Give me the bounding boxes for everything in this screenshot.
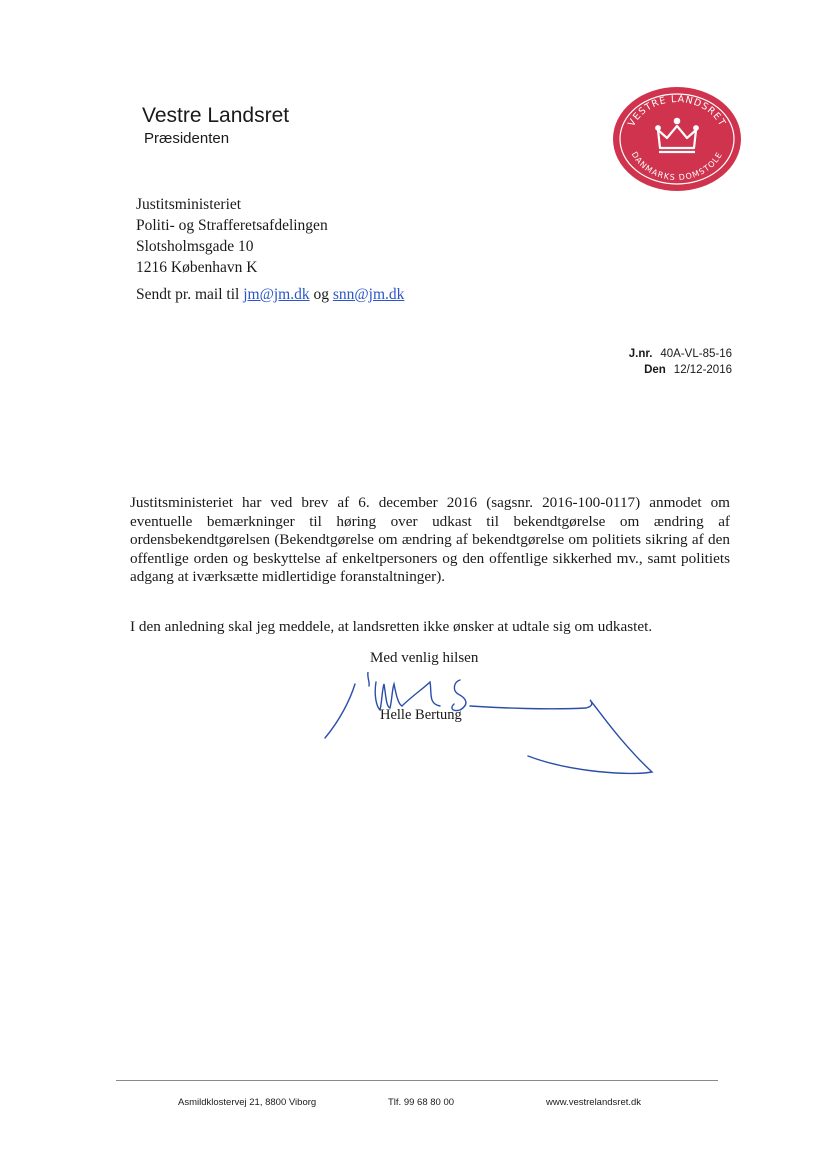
recipient-address	[136, 194, 328, 278]
signatory-name: Helle Bertung	[380, 707, 462, 723]
footer-phone: Tlf. 99 68 80 00	[388, 1097, 455, 1108]
footer-address: Asmildklostervej 21, 8800 Viborg	[178, 1097, 317, 1108]
body-paragraph-1: Justitsministeriet har ved brev af 6. december 2016 (sagsnr. 2016-100-0117) anmodet om eventuelle bemærkninger til høring over udkast til bekendtgørelse om ændring af ordensbekendtgørelsen (Bekendtgørelse om ændring af bekendtgørelse om politiets sikring af den offentlige orden og beskyttelse af enkeltpersoners og den offentlige sikkerhed mv., samt politiets adgang at iværksætte midlertidige foranstaltninger).	[130, 494, 730, 585]
handwritten-signature	[320, 672, 660, 784]
court-seal	[612, 86, 742, 192]
footer-website[interactable]: www.vestrelandsret.dk	[546, 1097, 642, 1108]
closing-greeting: Med venlig hilsen	[370, 650, 479, 666]
jnr-value: 40A-VL-85-16	[660, 348, 732, 360]
seal-top-text: VESTRE LANDSRET	[626, 93, 728, 129]
recipient-line: 1216 København K	[136, 259, 258, 276]
sent-conjunction: og	[313, 286, 329, 303]
recipient-line: Justitsministeriet	[136, 196, 242, 213]
date-value: 12/12-2016	[673, 364, 732, 376]
sent-by-mail-line	[136, 286, 404, 304]
recipient-line: Politi- og Strafferetsafdelingen	[136, 217, 328, 234]
date-label: Den	[644, 364, 666, 376]
recipient-line: Slotsholmsgade 10	[136, 238, 254, 255]
email-link-snn[interactable]: snn@jm.dk	[332, 286, 405, 303]
reference-block	[629, 346, 732, 378]
seal-bottom-text: DANMARKS DOMSTOLE	[629, 150, 725, 183]
sent-prefix: Sendt pr. mail til	[136, 286, 240, 303]
court-name: Vestre Landsret	[142, 104, 290, 127]
body-paragraph-2: I den anledning skal jeg meddele, at landsretten ikke ønsker at udtale sig om udkastet.	[130, 618, 653, 635]
jnr-label: J.nr.	[628, 348, 653, 360]
email-link-jm[interactable]: jm@jm.dk	[243, 286, 310, 303]
court-subtitle: Præsidenten	[144, 130, 230, 147]
footer-divider	[116, 1080, 718, 1081]
